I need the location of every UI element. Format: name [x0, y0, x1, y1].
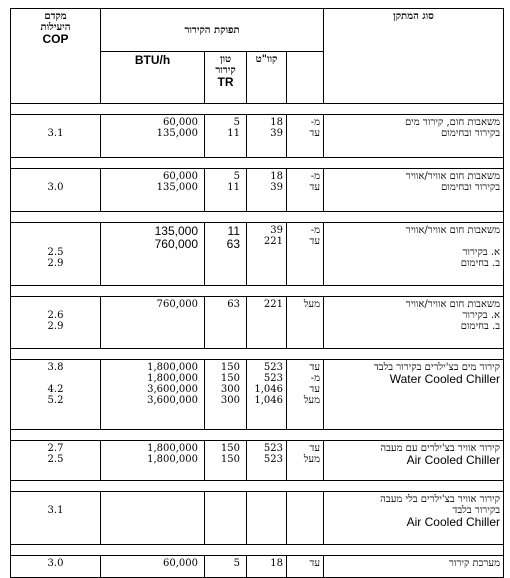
cell-type [324, 223, 504, 286]
cell-btu-line: 1,800,000 [147, 373, 199, 384]
cell-cop-line: 2.6 [47, 310, 64, 321]
cell-btu-line: 60,000 [163, 171, 199, 182]
cell-cop-line [14, 236, 97, 247]
header-capacity [101, 9, 324, 52]
cell-range-line: עד [309, 236, 321, 247]
cell-type [324, 169, 504, 212]
cell-btu [101, 169, 205, 212]
cell-range-line: עד [309, 128, 321, 139]
cell-type-line: א. בקירור [462, 247, 501, 258]
cell-kw [247, 492, 287, 545]
cell-cop-line [14, 299, 97, 310]
cell-btu-line: 1,800,000 [147, 443, 199, 454]
cell-tons-line: 11 [227, 128, 241, 139]
cell-range-line: מ- [310, 373, 321, 384]
header-btu [101, 52, 205, 104]
cell-kw [247, 297, 287, 349]
cell-tons [205, 360, 247, 430]
cell-kw [247, 556, 287, 578]
cell-range-line: מ- [310, 117, 321, 128]
cell-kw-line: 18 [270, 117, 284, 128]
cell-type [324, 297, 504, 349]
header-cop-line1: מקדם [44, 11, 67, 22]
table-row [11, 223, 504, 286]
table-row [11, 169, 504, 212]
header-btu-label: BTU/h [134, 53, 171, 67]
header-tons-line2: קירור [215, 65, 236, 76]
cell-range-line: עד [309, 558, 321, 569]
cell-tons-line: 150 [220, 443, 241, 454]
cell-kw [247, 360, 287, 430]
cell-kw-line: 1,046 [254, 395, 284, 406]
cell-type-line: קירור אוויר בצ'ילרים בלי מעבה [380, 494, 501, 505]
cell-cop-line [14, 373, 97, 384]
cell-cop-line: 4.2 [47, 384, 64, 395]
cell-tons-line: 150 [220, 454, 241, 465]
cell-tons-line: 11 [227, 182, 241, 193]
cell-tons-line: 63 [226, 237, 241, 251]
cell-btu-line: 3,600,000 [147, 395, 199, 406]
cell-range [287, 297, 324, 349]
cell-cop [11, 441, 101, 481]
header-cop [11, 9, 101, 104]
cell-cop-line [14, 225, 97, 236]
cell-type-line: מערכת קירור [448, 558, 501, 569]
cell-cop-line: 2.9 [47, 258, 64, 269]
cell-type-line: Water Cooled Chiller [389, 372, 501, 386]
header-tons-line1: טון [219, 54, 232, 65]
cell-tons-line: 300 [220, 384, 241, 395]
cell-cop-line: 3.0 [47, 182, 64, 193]
table-row [11, 441, 504, 481]
cell-range [287, 556, 324, 578]
cell-type [324, 360, 504, 430]
cell-type-line: משאבות חום אוויר/אוויר [405, 225, 501, 236]
cell-kw [247, 441, 287, 481]
cell-tons-line: 63 [227, 299, 241, 310]
gap-row [11, 104, 504, 115]
cell-type-line: בקירור בלבד [452, 505, 501, 516]
cell-type-line [327, 236, 500, 247]
cell-kw-line: 18 [270, 558, 284, 569]
cell-range [287, 223, 324, 286]
cell-cop-line: 3.1 [47, 128, 64, 139]
cell-tons [205, 115, 247, 158]
cell-type-line: משאבות חום, קירור מים [404, 117, 501, 128]
cell-cop-line: 2.5 [47, 454, 64, 465]
header-kw-label: קוו"ט [255, 54, 278, 65]
cell-range [287, 115, 324, 158]
cell-tons-line: 150 [220, 373, 241, 384]
cell-kw-line: 523 [263, 454, 284, 465]
cell-btu-line: 135,000 [156, 128, 199, 139]
cell-kw-line: 523 [263, 373, 284, 384]
cell-range-line: עד [309, 182, 321, 193]
cell-cop-line: 2.9 [47, 321, 64, 332]
gap-row [11, 349, 504, 360]
cell-btu-line: 760,000 [156, 299, 199, 310]
cell-btu-line: 60,000 [163, 558, 199, 569]
cell-type-line: משאבות חום אוויר/אוויר [405, 171, 501, 182]
table-body [11, 115, 504, 578]
table-row [11, 115, 504, 158]
cell-kw [247, 115, 287, 158]
cell-btu-line: 760,000 [154, 237, 199, 251]
cell-cop-line: 2.7 [47, 443, 64, 454]
cell-cop-line: 3.0 [47, 558, 64, 569]
cell-type-line: משאבות חום אוויר/אוויר [405, 299, 501, 310]
cell-range [287, 360, 324, 430]
cell-range-line: עד [309, 443, 321, 454]
cell-tons-line: 300 [220, 395, 241, 406]
cell-cop [11, 115, 101, 158]
cell-range-line: מעל [303, 395, 321, 406]
cell-type-line: בקירור ובחימום [441, 128, 501, 139]
cell-tons [205, 297, 247, 349]
cell-tons [205, 492, 247, 545]
cell-type [324, 441, 504, 481]
cell-kw-line: 523 [263, 443, 284, 454]
cell-cop [11, 297, 101, 349]
cell-range [287, 441, 324, 481]
gap-row [11, 158, 504, 169]
cell-type [324, 556, 504, 578]
cell-tons [205, 556, 247, 578]
cell-cop-line: 3.8 [47, 362, 64, 373]
cell-cop [11, 223, 101, 286]
cell-kw-line: 39 [270, 128, 284, 139]
cell-btu-line: 135,000 [156, 182, 199, 193]
cell-cop-line [14, 117, 97, 128]
cell-kw-line: 18 [270, 171, 284, 182]
cell-kw [247, 169, 287, 212]
cell-range-line: מ- [310, 225, 321, 236]
header-type-label: סוג המתקן [393, 11, 434, 22]
cell-kw [247, 223, 287, 286]
cell-tons [205, 169, 247, 212]
cell-cop-line: 5.2 [47, 395, 64, 406]
cell-kw-line: 221 [263, 299, 284, 310]
gap-row [11, 212, 504, 223]
cell-cop [11, 360, 101, 430]
gap-row [11, 286, 504, 297]
gap-row [11, 430, 504, 441]
cell-range-line: עד [309, 384, 321, 395]
cell-range [287, 492, 324, 545]
header-capacity-label: תפוקת הקירור [184, 24, 240, 36]
gap-row [11, 481, 504, 492]
cell-cop-line [14, 494, 97, 505]
cell-btu [101, 115, 205, 158]
cell-type-line: קירור מים בצ'ילרים בקירור בלבד [373, 362, 501, 373]
cell-tons-line: 5 [233, 117, 241, 128]
cell-kw-line: 1,046 [254, 384, 284, 395]
cell-kw-line: 523 [263, 362, 284, 373]
cell-cop-line [14, 171, 97, 182]
cell-type-line: בקירור ובחימום [441, 182, 501, 193]
cell-tons-line: 150 [220, 362, 241, 373]
table-row [11, 360, 504, 430]
cell-kw-line: 39 [270, 225, 284, 236]
cell-range-line: מ- [310, 171, 321, 182]
cell-range-line: מעל [303, 299, 321, 310]
cell-cop-line: 2.5 [47, 247, 64, 258]
cell-cop [11, 556, 101, 578]
cell-btu [101, 360, 205, 430]
cell-range-line: עד [309, 362, 321, 373]
cell-btu-line: 135,000 [154, 224, 199, 238]
cell-range [287, 169, 324, 212]
cell-btu [101, 441, 205, 481]
cell-btu-line: 1,800,000 [147, 454, 199, 465]
table-row [11, 492, 504, 545]
cell-tons-line: 5 [233, 171, 241, 182]
cell-type [324, 492, 504, 545]
table-row [11, 297, 504, 349]
cell-tons [205, 441, 247, 481]
cell-range-line: מעל [303, 454, 321, 465]
cell-cop [11, 492, 101, 545]
cell-btu [101, 297, 205, 349]
cell-type-line: Air Cooled Chiller [406, 515, 501, 529]
header-tons [205, 52, 247, 104]
table-row [11, 556, 504, 578]
header-tons-line3: TR [217, 75, 234, 89]
cell-btu-line: 60,000 [163, 117, 199, 128]
cell-btu-line: 1,800,000 [147, 362, 199, 373]
header-range [287, 52, 324, 104]
cell-cop-line: 3.1 [47, 505, 64, 516]
cell-btu [101, 492, 205, 545]
cell-btu [101, 556, 205, 578]
cell-type-line: Air Cooled Chiller [406, 453, 501, 467]
cell-type [324, 115, 504, 158]
header-cop-line3: COP [42, 32, 69, 46]
cell-cop [11, 169, 101, 212]
cell-btu [101, 223, 205, 286]
cell-btu-line: 3,600,000 [147, 384, 199, 395]
cell-tons-line: 11 [227, 224, 241, 238]
cell-kw-line: 221 [263, 236, 284, 247]
cell-tons [205, 223, 247, 286]
header-row-1 [11, 9, 504, 52]
cell-kw-line: 39 [270, 182, 284, 193]
cell-type-line: קירור אוויר בצ'ילרים עם מעבה [380, 443, 501, 454]
header-type [324, 9, 504, 104]
gap-row [11, 545, 504, 556]
cell-type-line: ב. בחימום [460, 258, 501, 269]
cop-table [10, 8, 504, 578]
cell-type-line: ב. בחימום [460, 321, 501, 332]
header-cop-line2: היעילות [40, 22, 71, 33]
cell-type-line: א. בקירור [462, 310, 501, 321]
header-kw [247, 52, 287, 104]
cell-tons-line: 5 [233, 558, 241, 569]
